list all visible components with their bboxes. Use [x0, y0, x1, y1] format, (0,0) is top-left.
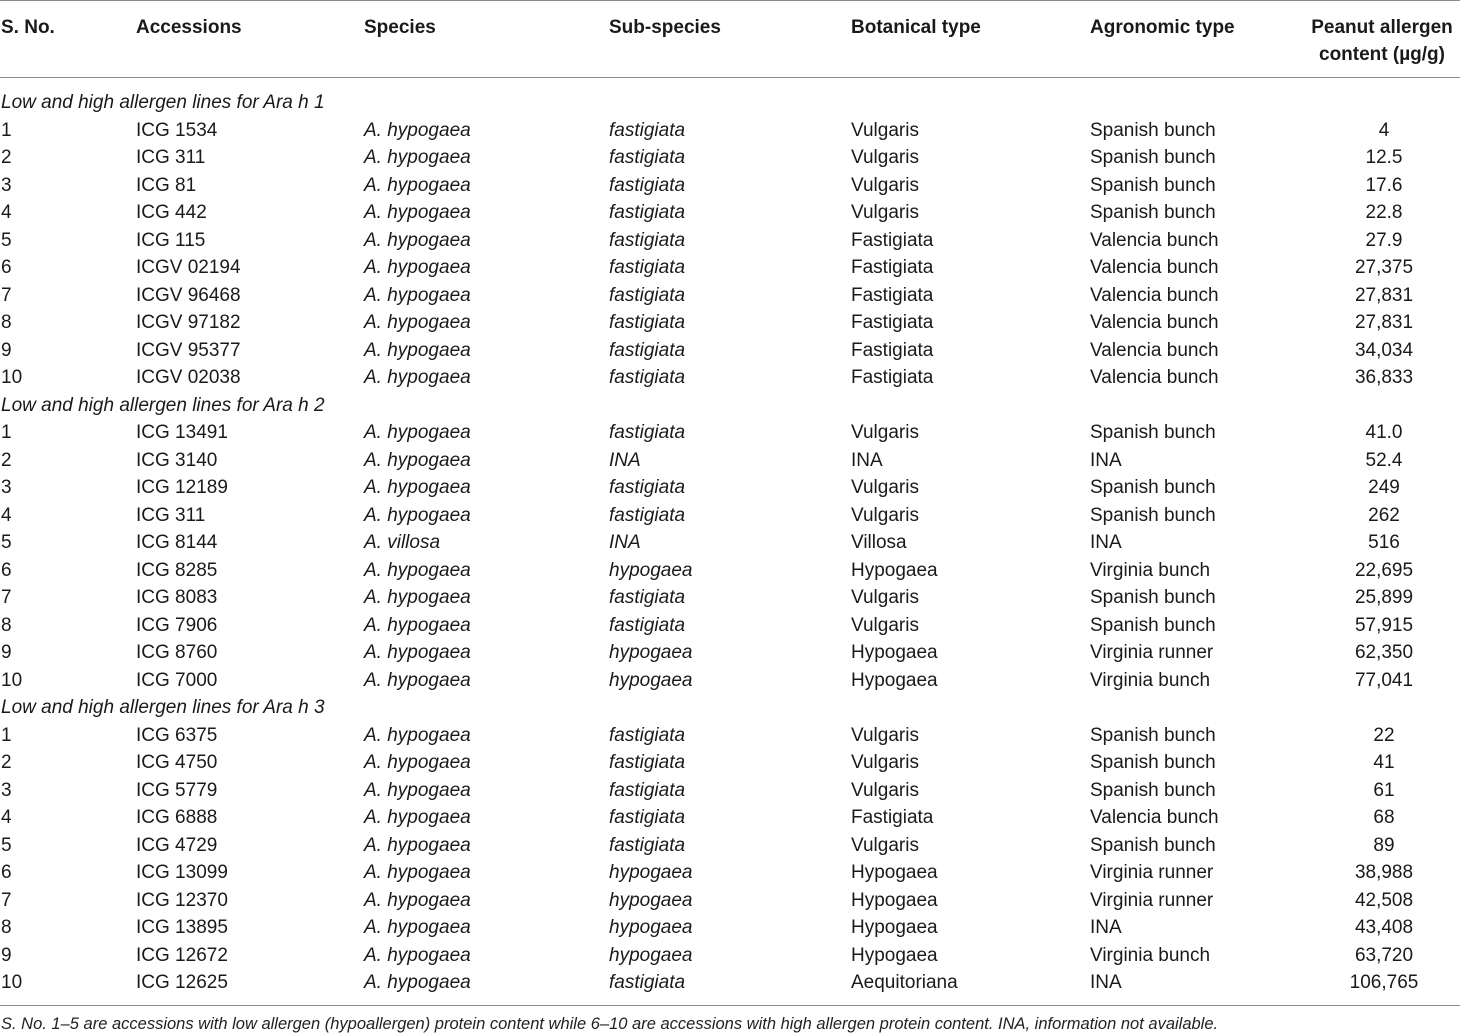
- table-row: [0, 722, 1460, 750]
- cell-allergen-content: 34,034: [1354, 339, 1414, 361]
- cell-accession: ICG 4750: [136, 752, 218, 773]
- cell-sno: 7: [1, 284, 12, 306]
- table-top-rule: [0, 0, 1460, 1]
- cell-allergen-content: 62,350: [1354, 642, 1414, 663]
- table-row: [0, 667, 1460, 695]
- cell-accession: ICG 8144: [136, 532, 218, 553]
- cell-agronomic-type: Virginia bunch: [1090, 944, 1211, 966]
- table-row: [0, 337, 1460, 365]
- cell-agronomic-type: INA: [1090, 972, 1122, 993]
- cell-allergen-content: 63,720: [1354, 944, 1414, 966]
- cell-accession: ICG 6375: [136, 724, 218, 746]
- cell-accession: ICG 12370: [136, 889, 228, 911]
- cell-accession: ICG 13895: [136, 917, 228, 938]
- table-row: [0, 914, 1460, 942]
- cell-accession: ICG 1534: [136, 119, 218, 141]
- cell-subspecies: hypogaea: [609, 889, 693, 911]
- cell-agronomic-type: Valencia bunch: [1090, 284, 1219, 306]
- cell-accession: ICG 81: [136, 174, 197, 196]
- cell-botanical-type: Fastigiata: [851, 284, 934, 306]
- cell-subspecies: fastigiata: [609, 257, 686, 278]
- cell-sno: 5: [1, 229, 12, 251]
- table-row: [0, 557, 1460, 585]
- cell-species: A. hypogaea: [364, 669, 471, 691]
- cell-sno: 1: [1, 422, 12, 443]
- table-row: [0, 419, 1460, 447]
- cell-species: A. hypogaea: [364, 834, 471, 856]
- cell-species: A. hypogaea: [364, 614, 471, 636]
- cell-botanical-type: Vulgaris: [851, 422, 919, 443]
- cell-agronomic-type: Valencia bunch: [1090, 229, 1219, 251]
- table-row: [0, 447, 1460, 475]
- cell-agronomic-type: Spanish bunch: [1090, 477, 1216, 498]
- cell-botanical-type: Vulgaris: [851, 477, 919, 498]
- cell-botanical-type: Villosa: [851, 532, 907, 553]
- cell-allergen-content: 249: [1368, 477, 1400, 498]
- cell-agronomic-type: Spanish bunch: [1090, 174, 1216, 196]
- cell-subspecies: hypogaea: [609, 669, 693, 691]
- cell-species: A. hypogaea: [364, 284, 471, 306]
- table-row: [0, 364, 1460, 392]
- cell-allergen-content: 68: [1373, 807, 1395, 828]
- section-heading-row: [0, 392, 1460, 420]
- cell-sno: 7: [1, 587, 12, 608]
- table-row: [0, 887, 1460, 915]
- cell-subspecies: hypogaea: [609, 862, 693, 883]
- cell-subspecies: fastigiata: [609, 422, 686, 443]
- cell-botanical-type: Vulgaris: [851, 147, 919, 168]
- cell-subspecies: hypogaea: [609, 944, 693, 966]
- cell-allergen-content: 516: [1368, 532, 1400, 553]
- cell-accession: ICG 8285: [136, 559, 218, 581]
- cell-accession: ICG 13099: [136, 862, 228, 883]
- cell-accession: ICG 311: [136, 147, 206, 168]
- cell-botanical-type: Fastigiata: [851, 257, 934, 278]
- table-row: [0, 117, 1460, 145]
- cell-subspecies: fastigiata: [609, 752, 686, 773]
- cell-subspecies: fastigiata: [609, 174, 686, 196]
- cell-species: A. hypogaea: [364, 147, 471, 168]
- cell-sno: 3: [1, 779, 12, 801]
- section-heading-row: [0, 694, 1460, 722]
- table-row: [0, 639, 1460, 667]
- table-row: [0, 474, 1460, 502]
- cell-allergen-content: 36,833: [1354, 367, 1414, 388]
- cell-allergen-content: 41: [1373, 752, 1395, 773]
- section-title: Low and high allergen lines for Ara h 1: [1, 92, 325, 113]
- table-body: [0, 89, 1460, 997]
- cell-agronomic-type: INA: [1090, 449, 1122, 471]
- table-row: [0, 612, 1460, 640]
- table-row: [0, 254, 1460, 282]
- cell-agronomic-type: Spanish bunch: [1090, 504, 1216, 526]
- table-row: [0, 309, 1460, 337]
- cell-allergen-content: 77,041: [1354, 669, 1414, 691]
- cell-species: A. hypogaea: [364, 944, 471, 966]
- table-row: [0, 942, 1460, 970]
- cell-subspecies: fastigiata: [609, 724, 686, 746]
- cell-species: A. hypogaea: [364, 339, 471, 361]
- cell-botanical-type: Hypogaea: [851, 944, 938, 966]
- cell-accession: ICG 8760: [136, 642, 218, 663]
- table-footnote: S. No. 1–5 are accessions with low allergen (hypoallergen) protein content while 6–10 are accessions with high allergen protein content. INA, information not available.: [1, 1015, 1219, 1033]
- cell-subspecies: fastigiata: [609, 202, 686, 223]
- cell-accession: ICG 12189: [136, 477, 228, 498]
- cell-accession: ICG 12672: [136, 944, 228, 966]
- table-header: [0, 14, 1460, 74]
- cell-botanical-type: Hypogaea: [851, 862, 938, 883]
- cell-agronomic-type: Spanish bunch: [1090, 202, 1216, 223]
- cell-accession: ICG 12625: [136, 972, 228, 993]
- cell-species: A. hypogaea: [364, 724, 471, 746]
- cell-agronomic-type: Virginia bunch: [1090, 669, 1211, 691]
- cell-allergen-content: 27.9: [1365, 229, 1403, 251]
- cell-subspecies: fastigiata: [609, 779, 686, 801]
- cell-subspecies: fastigiata: [609, 312, 686, 333]
- cell-sno: 2: [1, 752, 12, 773]
- cell-species: A. hypogaea: [364, 587, 471, 608]
- cell-allergen-content: 25,899: [1354, 587, 1414, 608]
- cell-agronomic-type: Virginia runner: [1090, 889, 1214, 911]
- cell-agronomic-type: Valencia bunch: [1090, 312, 1219, 333]
- cell-allergen-content: 22,695: [1354, 559, 1414, 581]
- cell-botanical-type: Vulgaris: [851, 504, 919, 526]
- cell-sno: 2: [1, 147, 12, 168]
- header-allergen-content-line2: content (µg/g): [1319, 44, 1445, 65]
- cell-allergen-content: 61: [1373, 779, 1395, 801]
- cell-agronomic-type: Valencia bunch: [1090, 257, 1219, 278]
- header-allergen-content-line1: Peanut allergen: [1311, 17, 1453, 38]
- cell-botanical-type: Fastigiata: [851, 339, 934, 361]
- cell-species: A. hypogaea: [364, 807, 471, 828]
- cell-species: A. hypogaea: [364, 477, 471, 498]
- cell-accession: ICG 6888: [136, 807, 218, 828]
- cell-allergen-content: 12.5: [1365, 147, 1403, 168]
- cell-subspecies: fastigiata: [609, 229, 686, 251]
- cell-allergen-content: 22.8: [1365, 202, 1403, 223]
- cell-subspecies: fastigiata: [609, 504, 686, 526]
- cell-botanical-type: Hypogaea: [851, 669, 938, 691]
- cell-accession: ICG 8083: [136, 587, 218, 608]
- cell-agronomic-type: Spanish bunch: [1090, 422, 1216, 443]
- table-row: [0, 804, 1460, 832]
- table-row: [0, 144, 1460, 172]
- cell-sno: 8: [1, 917, 12, 938]
- table-row: [0, 502, 1460, 530]
- cell-subspecies: fastigiata: [609, 119, 686, 141]
- cell-accession: ICG 311: [136, 504, 206, 526]
- cell-subspecies: fastigiata: [609, 284, 686, 306]
- cell-allergen-content: 41.0: [1365, 422, 1403, 443]
- section-heading-row: [0, 89, 1460, 117]
- cell-botanical-type: Fastigiata: [851, 807, 934, 828]
- cell-accession: ICG 3140: [136, 449, 218, 471]
- cell-subspecies: INA: [609, 532, 641, 553]
- table-row: [0, 969, 1460, 997]
- cell-botanical-type: INA: [851, 449, 883, 471]
- cell-sno: 7: [1, 889, 12, 911]
- cell-subspecies: fastigiata: [609, 477, 686, 498]
- cell-accession: ICGV 95377: [136, 339, 241, 361]
- cell-botanical-type: Vulgaris: [851, 834, 919, 856]
- cell-subspecies: INA: [609, 449, 641, 471]
- table-row: [0, 529, 1460, 557]
- header-species: Species: [364, 17, 436, 38]
- cell-botanical-type: Fastigiata: [851, 367, 934, 388]
- cell-sno: 6: [1, 257, 12, 278]
- cell-species: A. hypogaea: [364, 257, 471, 278]
- cell-sno: 3: [1, 477, 12, 498]
- cell-subspecies: fastigiata: [609, 147, 686, 168]
- cell-species: A. hypogaea: [364, 422, 471, 443]
- cell-sno: 9: [1, 944, 12, 966]
- cell-allergen-content: 38,988: [1354, 862, 1414, 883]
- table-bottom-rule: [0, 1005, 1460, 1006]
- cell-allergen-content: 57,915: [1354, 614, 1414, 636]
- cell-agronomic-type: Spanish bunch: [1090, 724, 1216, 746]
- cell-allergen-content: 27,831: [1354, 312, 1414, 333]
- section-title: Low and high allergen lines for Ara h 2: [1, 394, 325, 416]
- cell-accession: ICGV 02038: [136, 367, 241, 388]
- cell-accession: ICG 442: [136, 202, 207, 223]
- cell-subspecies: fastigiata: [609, 614, 686, 636]
- cell-allergen-content: 262: [1368, 504, 1400, 526]
- cell-subspecies: fastigiata: [609, 834, 686, 856]
- cell-botanical-type: Vulgaris: [851, 752, 919, 773]
- cell-species: A. hypogaea: [364, 559, 471, 581]
- table-row: [0, 832, 1460, 860]
- cell-sno: 4: [1, 807, 12, 828]
- cell-agronomic-type: Valencia bunch: [1090, 807, 1219, 828]
- cell-sno: 9: [1, 339, 12, 361]
- cell-species: A. hypogaea: [364, 862, 471, 883]
- cell-botanical-type: Aequitoriana: [851, 972, 958, 993]
- cell-species: A. hypogaea: [364, 312, 471, 333]
- cell-subspecies: fastigiata: [609, 367, 686, 388]
- cell-sno: 10: [1, 669, 23, 691]
- cell-allergen-content: 42,508: [1354, 889, 1414, 911]
- cell-sno: 4: [1, 504, 12, 526]
- cell-agronomic-type: Spanish bunch: [1090, 752, 1216, 773]
- cell-subspecies: fastigiata: [609, 339, 686, 361]
- cell-sno: 1: [1, 724, 12, 746]
- cell-agronomic-type: Spanish bunch: [1090, 779, 1216, 801]
- cell-subspecies: hypogaea: [609, 917, 693, 938]
- header-subspecies: Sub-species: [609, 17, 721, 38]
- cell-subspecies: hypogaea: [609, 559, 693, 581]
- cell-sno: 5: [1, 834, 12, 856]
- cell-species: A. hypogaea: [364, 229, 471, 251]
- cell-allergen-content: 27,831: [1354, 284, 1414, 306]
- cell-allergen-content: 4: [1378, 119, 1390, 141]
- cell-botanical-type: Vulgaris: [851, 174, 919, 196]
- cell-sno: 8: [1, 614, 12, 636]
- cell-accession: ICGV 02194: [136, 257, 241, 278]
- cell-sno: 10: [1, 972, 23, 993]
- cell-agronomic-type: Virginia runner: [1090, 862, 1214, 883]
- cell-agronomic-type: Spanish bunch: [1090, 614, 1216, 636]
- cell-sno: 5: [1, 532, 12, 553]
- table-row: [0, 172, 1460, 200]
- cell-accession: ICGV 97182: [136, 312, 241, 333]
- cell-sno: 6: [1, 559, 12, 581]
- cell-species: A. hypogaea: [364, 202, 471, 223]
- cell-botanical-type: Hypogaea: [851, 889, 938, 911]
- cell-sno: 1: [1, 119, 12, 141]
- cell-accession: ICG 7906: [136, 614, 218, 636]
- header-botanical-type: Botanical type: [851, 17, 981, 38]
- cell-species: A. hypogaea: [364, 504, 471, 526]
- section-title: Low and high allergen lines for Ara h 3: [1, 697, 325, 718]
- cell-species: A. hypogaea: [364, 367, 471, 388]
- cell-allergen-content: 52.4: [1365, 449, 1403, 471]
- table-row: [0, 584, 1460, 612]
- cell-accession: ICG 5779: [136, 779, 218, 801]
- table-row: [0, 199, 1460, 227]
- cell-species: A. hypogaea: [364, 972, 471, 993]
- cell-botanical-type: Hypogaea: [851, 559, 938, 581]
- cell-allergen-content: 89: [1373, 834, 1395, 856]
- cell-allergen-content: 17.6: [1365, 174, 1403, 196]
- cell-agronomic-type: Spanish bunch: [1090, 834, 1216, 856]
- cell-species: A. hypogaea: [364, 449, 471, 471]
- cell-botanical-type: Fastigiata: [851, 229, 934, 251]
- cell-agronomic-type: INA: [1090, 532, 1122, 553]
- cell-botanical-type: Hypogaea: [851, 642, 938, 663]
- header-agronomic-type: Agronomic type: [1090, 17, 1235, 38]
- cell-allergen-content: 22: [1373, 724, 1395, 746]
- cell-accession: ICG 13491: [136, 422, 228, 443]
- cell-botanical-type: Vulgaris: [851, 202, 919, 223]
- cell-subspecies: fastigiata: [609, 807, 686, 828]
- cell-accession: ICG 4729: [136, 834, 218, 856]
- table-row: [0, 282, 1460, 310]
- cell-subspecies: fastigiata: [609, 587, 686, 608]
- cell-species: A. villosa: [364, 532, 441, 553]
- cell-accession: ICG 115: [136, 229, 206, 251]
- cell-sno: 10: [1, 367, 23, 388]
- cell-agronomic-type: Spanish bunch: [1090, 119, 1216, 141]
- cell-species: A. hypogaea: [364, 642, 471, 663]
- cell-botanical-type: Fastigiata: [851, 312, 934, 333]
- table-row: [0, 777, 1460, 805]
- cell-agronomic-type: Valencia bunch: [1090, 367, 1219, 388]
- cell-allergen-content: 27,375: [1354, 257, 1414, 278]
- cell-subspecies: fastigiata: [609, 972, 686, 993]
- cell-sno: 2: [1, 449, 12, 471]
- cell-botanical-type: Vulgaris: [851, 614, 919, 636]
- cell-subspecies: hypogaea: [609, 642, 693, 663]
- cell-sno: 4: [1, 202, 12, 223]
- cell-allergen-content: 106,765: [1349, 972, 1419, 993]
- header-sno: S. No.: [1, 17, 55, 38]
- cell-species: A. hypogaea: [364, 779, 471, 801]
- cell-species: A. hypogaea: [364, 752, 471, 773]
- cell-accession: ICGV 96468: [136, 284, 241, 306]
- cell-botanical-type: Vulgaris: [851, 779, 919, 801]
- cell-botanical-type: Vulgaris: [851, 587, 919, 608]
- cell-botanical-type: Hypogaea: [851, 917, 938, 938]
- cell-agronomic-type: Valencia bunch: [1090, 339, 1219, 361]
- header-accessions: Accessions: [136, 17, 242, 38]
- table-row: [0, 859, 1460, 887]
- cell-botanical-type: Vulgaris: [851, 724, 919, 746]
- table-row: [0, 749, 1460, 777]
- cell-agronomic-type: INA: [1090, 917, 1122, 938]
- cell-species: A. hypogaea: [364, 119, 471, 141]
- cell-sno: 3: [1, 174, 12, 196]
- cell-allergen-content: 43,408: [1354, 917, 1414, 938]
- cell-sno: 9: [1, 642, 12, 663]
- cell-sno: 6: [1, 862, 12, 883]
- cell-species: A. hypogaea: [364, 174, 471, 196]
- cell-botanical-type: Vulgaris: [851, 119, 919, 141]
- cell-agronomic-type: Spanish bunch: [1090, 147, 1216, 168]
- cell-species: A. hypogaea: [364, 917, 471, 938]
- header-allergen-content: [1304, 14, 1460, 68]
- table-row: [0, 227, 1460, 255]
- cell-agronomic-type: Virginia runner: [1090, 642, 1214, 663]
- cell-sno: 8: [1, 312, 12, 333]
- cell-accession: ICG 7000: [136, 669, 218, 691]
- table-header-rule: [0, 77, 1460, 78]
- cell-agronomic-type: Virginia bunch: [1090, 559, 1211, 581]
- cell-agronomic-type: Spanish bunch: [1090, 587, 1216, 608]
- cell-species: A. hypogaea: [364, 889, 471, 911]
